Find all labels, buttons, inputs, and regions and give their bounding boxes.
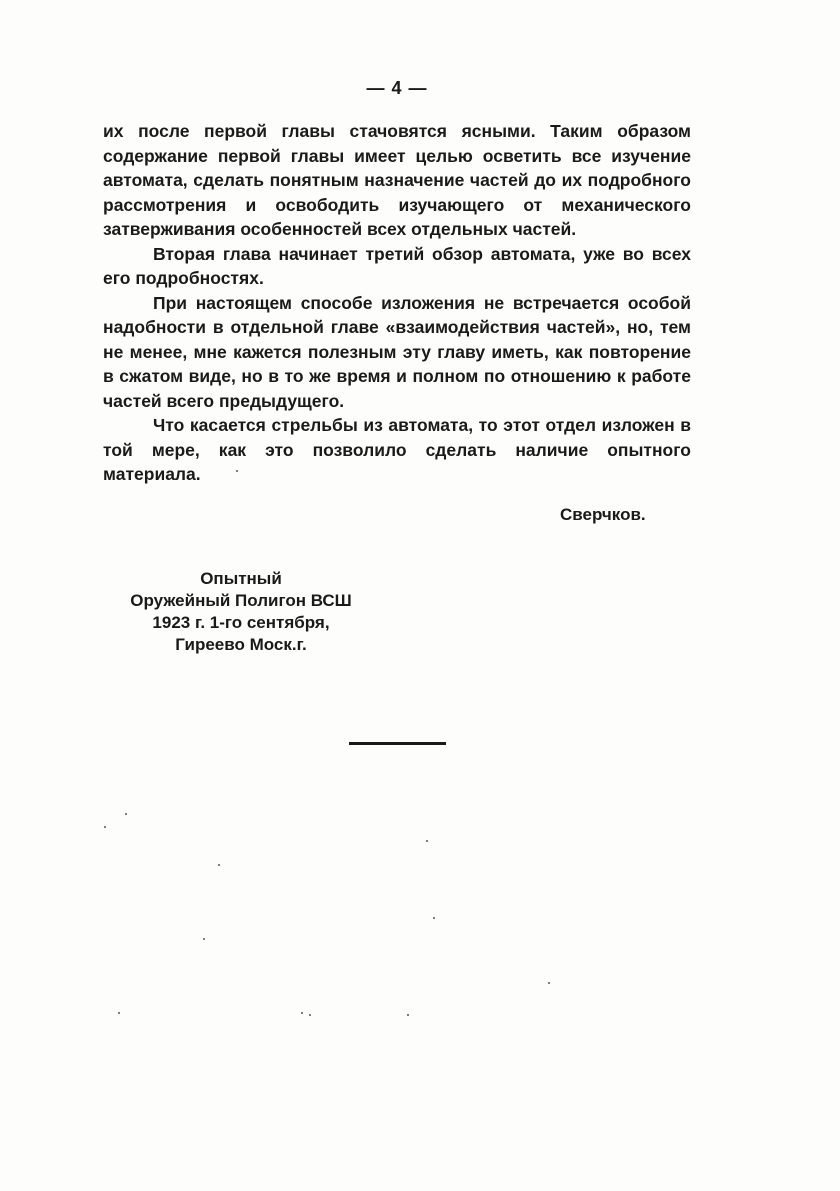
paragraph-1: их после первой главы стачовятся ясными. Таким образом содержание первой главы имеет целью осветить все изучение автомата, сделать понятным назначение частей до их подробного рассмотрения и освободить изучающего от механического затверживания особенностей всех отдельных частей. bbox=[103, 121, 691, 239]
scan-speck bbox=[426, 840, 428, 842]
place-line-2: Оружейный Полигон ВСШ bbox=[130, 591, 352, 610]
scan-speck bbox=[125, 813, 127, 815]
place-line-3: 1923 г. 1-го сентября, bbox=[152, 613, 330, 632]
author-signature: Сверчков. bbox=[560, 505, 646, 524]
place-line-4: Гиреево Моск.г. bbox=[175, 635, 307, 654]
scan-speck bbox=[309, 1014, 311, 1016]
scan-speck bbox=[301, 1012, 303, 1014]
scan-speck bbox=[433, 917, 435, 919]
scan-speck bbox=[407, 1014, 409, 1016]
scan-speck bbox=[218, 864, 220, 866]
closing-rule bbox=[349, 742, 446, 745]
scan-speck bbox=[203, 938, 205, 940]
place-line-1: Опытный bbox=[200, 569, 282, 588]
paragraph-2: Вторая глава начинает третий обзор автомата, уже во всех его подробностях. bbox=[103, 243, 691, 288]
page-number: — 4 — bbox=[366, 78, 428, 98]
paragraph-4: Что касается стрельбы из автомата, то этот отдел изложен в той мере, как это позволило сделать наличие опытного материала. bbox=[103, 415, 691, 484]
scan-speck bbox=[118, 1012, 120, 1014]
place-and-date bbox=[110, 568, 372, 656]
paragraph-3: При настоящем способе изложения не встречается особой надобности в отдельной главе «взаимодействия частей», но, тем не менее, мне кажется полезным эту главу иметь, как повторение в сжатом виде, но в то же время и полном по отношению к работе частей всего предыдущего. bbox=[103, 292, 691, 411]
scan-speck bbox=[236, 470, 238, 472]
scan-speck bbox=[548, 982, 550, 984]
body-text bbox=[103, 119, 691, 487]
scan-speck bbox=[104, 826, 106, 828]
